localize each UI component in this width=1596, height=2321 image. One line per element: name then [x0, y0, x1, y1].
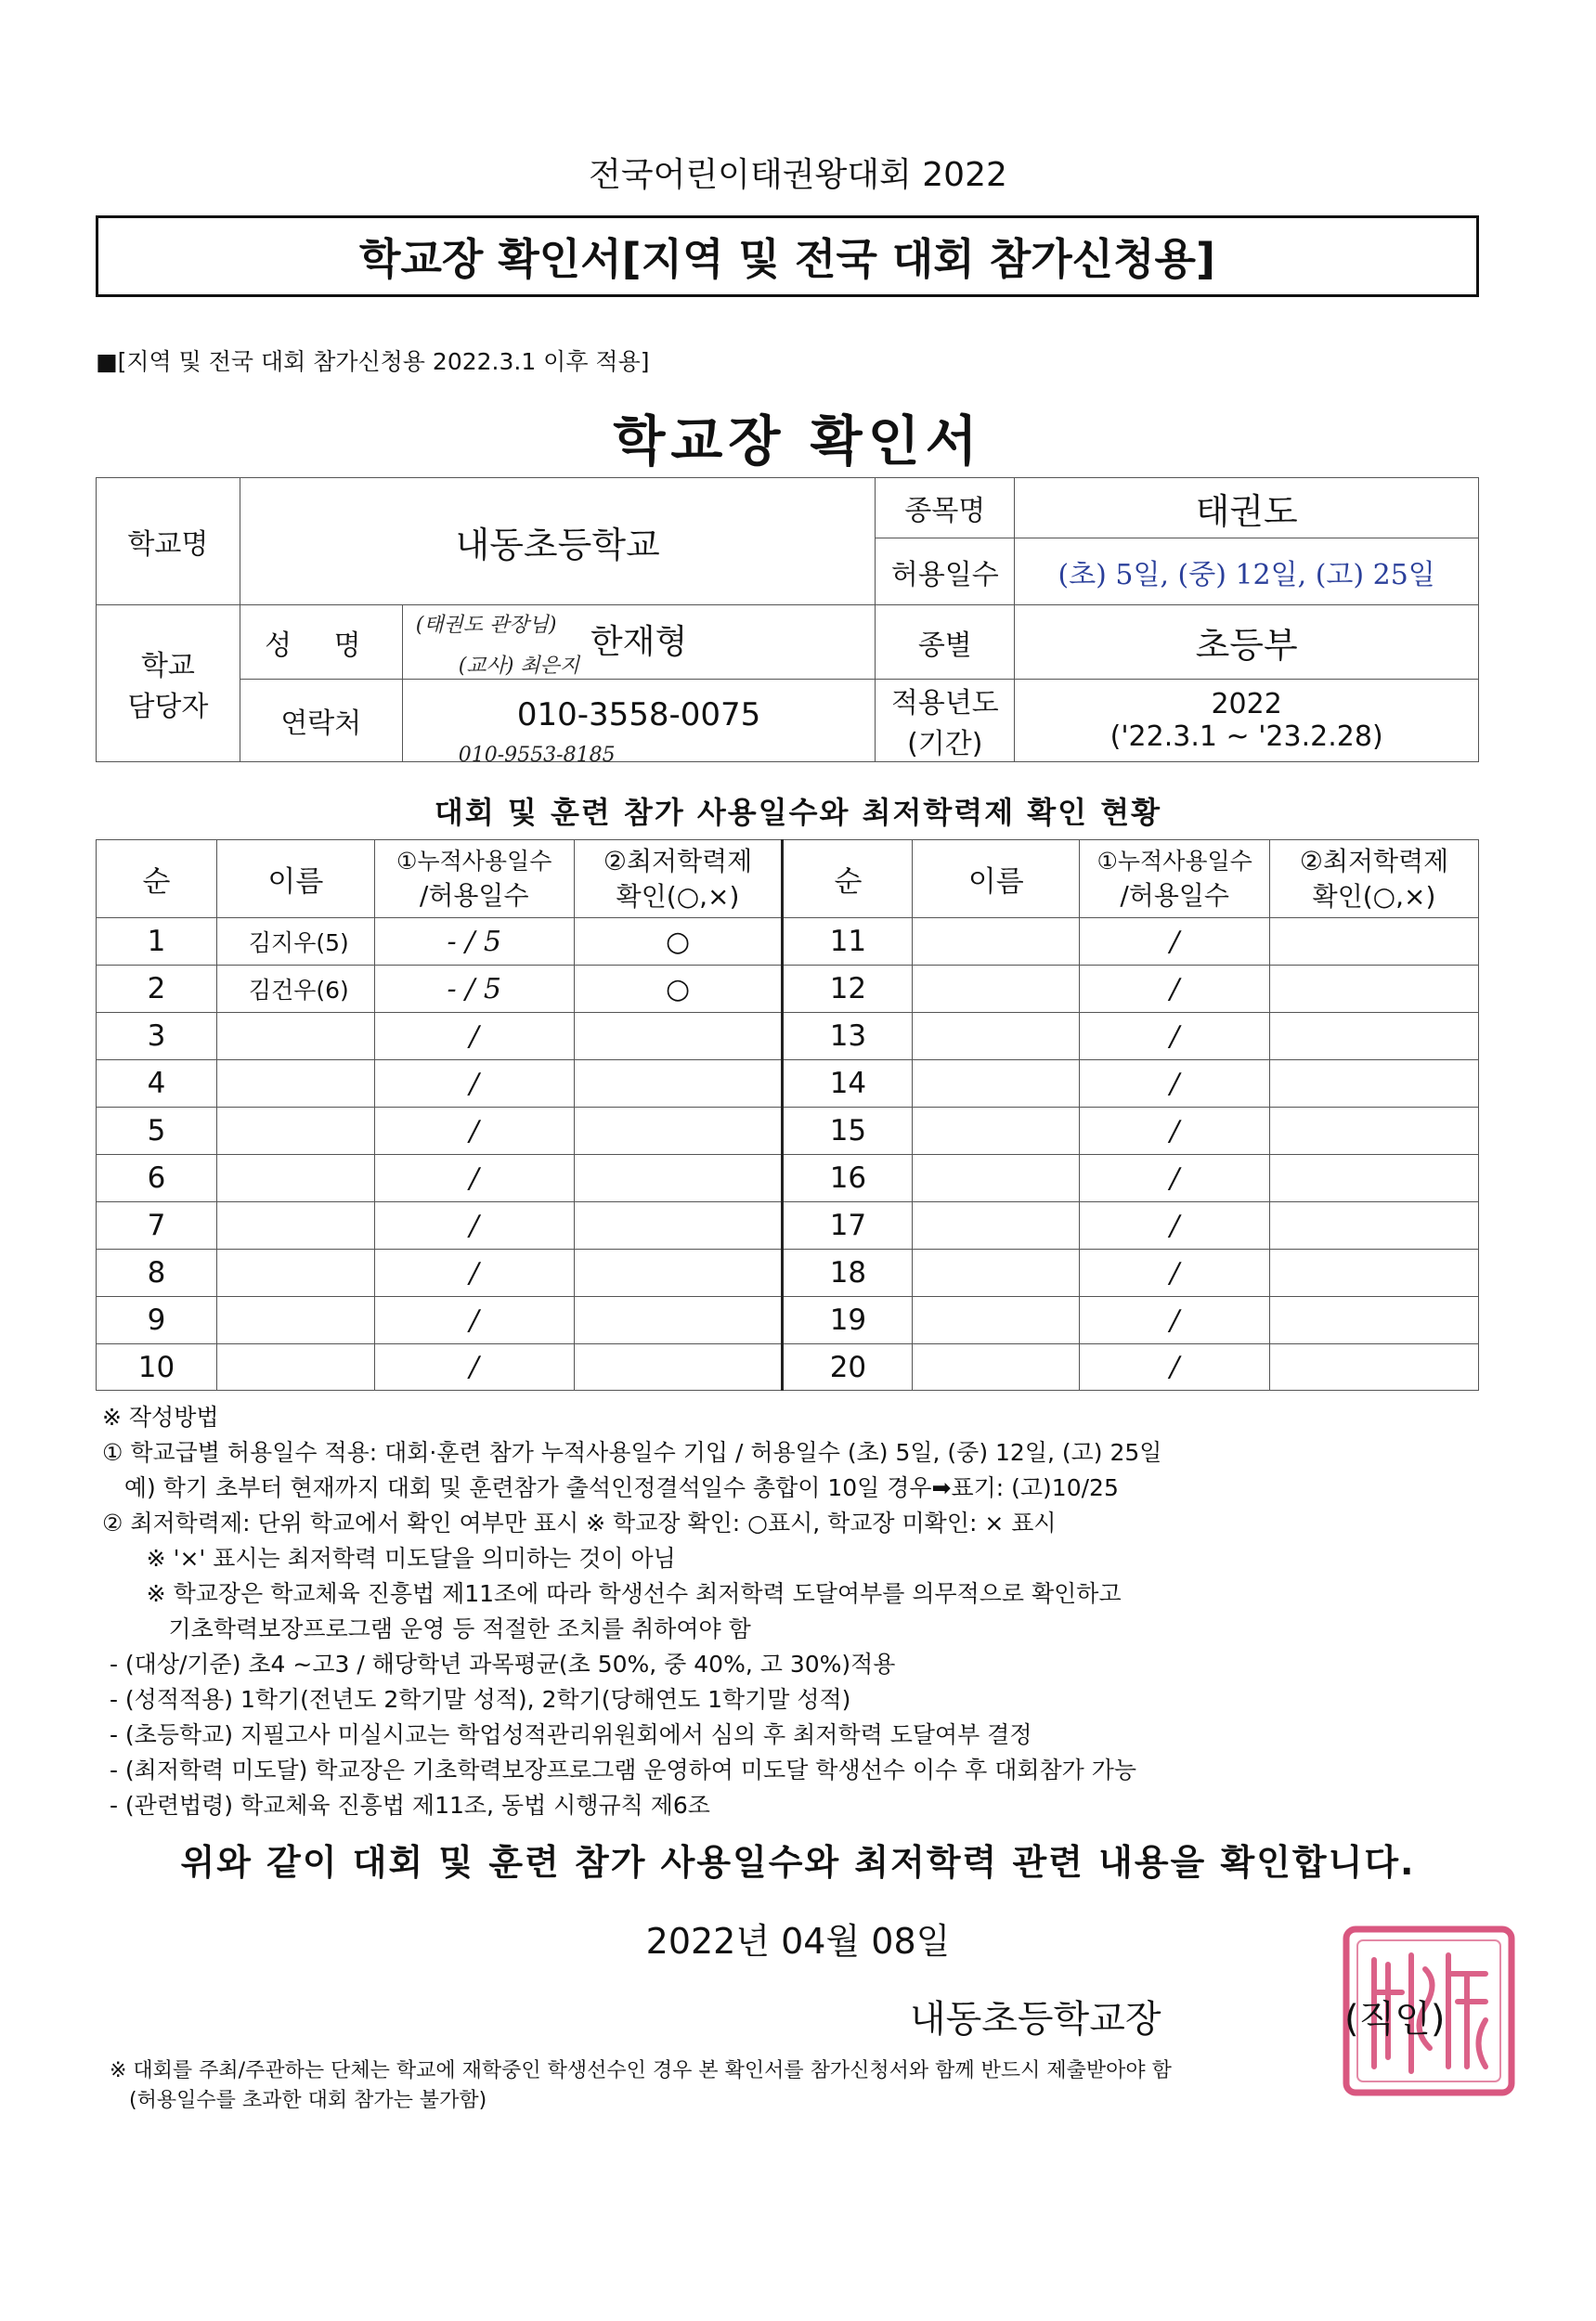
row-name: 김지우(5): [216, 918, 374, 966]
instruction-line: ② 최저학력제: 단위 학교에서 확인 여부만 표시 ※ 학교장 확인: ○표시, 학교장 미확인: × 표시: [102, 1510, 1057, 1537]
school-label: 학교명: [97, 478, 240, 605]
row-check-2: [1270, 1108, 1479, 1155]
row-name: [216, 1202, 374, 1250]
row-check-2: [1270, 1013, 1479, 1060]
issue-date: 2022년 04월 08일: [645, 1921, 951, 1962]
division-value: 초등부: [1015, 605, 1479, 680]
instruction-line: ※ 작성방법: [102, 1404, 219, 1431]
row-no-2: 17: [783, 1202, 913, 1250]
col-no: 순: [97, 840, 217, 918]
boxed-title: 학교장 확인서[지역 및 전국 대회 참가신청용]: [96, 215, 1479, 297]
row-check-2: [1270, 1344, 1479, 1391]
row-days: /: [374, 1155, 574, 1202]
row-days-2: /: [1080, 1344, 1270, 1391]
row-days-2: /: [1080, 918, 1270, 966]
col-min-line1: ②최저학력제: [603, 845, 753, 876]
row-no: 6: [97, 1155, 217, 1202]
instructions: [102, 1400, 1476, 1823]
row-name: [216, 1155, 374, 1202]
row-no: 3: [97, 1013, 217, 1060]
row-name: [216, 1013, 374, 1060]
row-days: /: [374, 1297, 574, 1344]
year-cell: [1015, 680, 1479, 762]
row-days: /: [374, 1250, 574, 1297]
name-label: 성 명: [240, 605, 402, 680]
row-check: [574, 1297, 783, 1344]
row-name-2: [913, 1250, 1080, 1297]
instruction-line: - (초등학교) 지필고사 미실시교는 학업성적관리위원회에서 심의 후 최저학력 도달여부 결정: [102, 1721, 1032, 1748]
row-days: - / 5: [374, 966, 574, 1013]
row-no-2: 13: [783, 1013, 913, 1060]
row-days-2: /: [1080, 1060, 1270, 1108]
row-check: [574, 1013, 783, 1060]
row-name: [216, 1108, 374, 1155]
row-name-2: [913, 918, 1080, 966]
contact-value: 010-3558-0075: [516, 696, 761, 733]
staff-label-line2: 담당자: [127, 691, 209, 723]
row-no: 1: [97, 918, 217, 966]
division-label: 종별: [876, 605, 1015, 680]
col-min-line2: 확인(○,×): [616, 880, 740, 912]
row-days-2: /: [1080, 1108, 1270, 1155]
row-no-2: 14: [783, 1060, 913, 1108]
footer-line: ※ 대회를 주최/주관하는 단체는 학교에 재학중인 학생선수인 경우 본 확인서를 참가신청서와 함께 반드시 제출받아야 함: [110, 2059, 1172, 2082]
row-days-2: /: [1080, 1250, 1270, 1297]
col-min-2-line1: ②최저학력제: [1299, 845, 1449, 876]
col-min: [574, 840, 783, 918]
footer-line: (허용일수를 초과한 대회 참가는 불가함): [110, 2089, 487, 2112]
school-value: 내동초등학교: [240, 478, 876, 605]
sport-value: 태권도: [1015, 478, 1479, 538]
instruction-line: - (성적적용) 1학기(전년도 2학기말 성적), 2학기(당해연도 1학기말 성적): [102, 1686, 851, 1713]
instruction-line: - (최저학력 미도달) 학교장은 기초학력보장프로그램 운영하여 미도달 학생선수 이수 후 대회참가 가능: [102, 1757, 1137, 1783]
row-check-2: [1270, 1250, 1479, 1297]
staff-label: [97, 605, 240, 762]
status-table: [96, 839, 1479, 1391]
row-name-2: [913, 1060, 1080, 1108]
row-name-2: [913, 1202, 1080, 1250]
row-check: [574, 1155, 783, 1202]
instruction-line: - (관련법령) 학교체육 진흥법 제11조, 동법 시행규칙 제6조: [102, 1792, 710, 1819]
row-check-2: [1270, 918, 1479, 966]
instruction-line: 예) 학기 초부터 현재까지 대회 및 훈련참가 출석인정결석일수 총합이 10일 경우➡표기: (고)10/25: [102, 1474, 1119, 1501]
year-value: 2022: [1211, 688, 1282, 720]
col-days-line2: /허용일수: [419, 879, 529, 911]
instruction-line: ① 학교급별 허용일수 적용: 대회·훈련 참가 누적사용일수 기입 / 허용일수 (초) 5일, (중) 12일, (고) 25일: [102, 1439, 1162, 1466]
status-row: [97, 1250, 1479, 1297]
row-check-2: [1270, 1202, 1479, 1250]
row-name-2: [913, 966, 1080, 1013]
row-check: ○: [574, 966, 783, 1013]
row-check: [574, 1202, 783, 1250]
row-days: - / 5: [374, 918, 574, 966]
col-days-2-line1: ①누적사용일수: [1096, 847, 1252, 875]
info-table: [96, 477, 1479, 767]
instruction-line: ※ '×' 표시는 최저학력 미도달을 의미하는 것이 아님: [102, 1545, 676, 1572]
row-name: [216, 1250, 374, 1297]
status-row: [97, 918, 1479, 966]
status-row: [97, 1344, 1479, 1391]
col-min-2: [1270, 840, 1479, 918]
row-no-2: 19: [783, 1297, 913, 1344]
row-check: [574, 1108, 783, 1155]
row-name-2: [913, 1297, 1080, 1344]
row-no: 4: [97, 1060, 217, 1108]
row-name: [216, 1344, 374, 1391]
row-name-2: [913, 1108, 1080, 1155]
row-days: /: [374, 1202, 574, 1250]
year-label-line2: (기간): [907, 728, 983, 760]
status-row: [97, 1155, 1479, 1202]
row-name-2: [913, 1013, 1080, 1060]
footer-note: [110, 2056, 1484, 2116]
row-no-2: 18: [783, 1250, 913, 1297]
status-row: [97, 1297, 1479, 1344]
name-note2: (교사) 최은지: [458, 655, 580, 678]
document-title: 학교장 확인서: [613, 409, 983, 473]
principal-name: 내동초등학교장: [910, 1998, 1161, 2041]
year-label-line1: 적용년도: [890, 687, 999, 720]
apply-note: ■[지역 및 전국 대회 참가신청용 2022.3.1 이후 적용]: [96, 348, 650, 375]
row-check-2: [1270, 1060, 1479, 1108]
name-cell: [402, 605, 876, 680]
col-days-2: [1080, 840, 1270, 918]
row-no-2: 11: [783, 918, 913, 966]
col-days-2-line2: /허용일수: [1120, 879, 1229, 911]
seal-label: (직인): [1344, 1998, 1446, 2041]
allowed-label: 허용일수: [876, 538, 1015, 605]
status-row: [97, 1013, 1479, 1060]
row-no-2: 12: [783, 966, 913, 1013]
allowed-value: (초) 5일, (중) 12일, (고) 25일: [1015, 538, 1479, 605]
row-check-2: [1270, 966, 1479, 1013]
row-days-2: /: [1080, 966, 1270, 1013]
row-no-2: 15: [783, 1108, 913, 1155]
row-days: /: [374, 1060, 574, 1108]
row-days: /: [374, 1013, 574, 1060]
row-name-2: [913, 1155, 1080, 1202]
col-min-2-line2: 확인(○,×): [1312, 880, 1436, 912]
row-days: /: [374, 1344, 574, 1391]
row-days-2: /: [1080, 1297, 1270, 1344]
row-no: 10: [97, 1344, 217, 1391]
status-row: [97, 1060, 1479, 1108]
row-name-2: [913, 1344, 1080, 1391]
row-check: [574, 1250, 783, 1297]
row-no: 8: [97, 1250, 217, 1297]
row-check-2: [1270, 1155, 1479, 1202]
row-days-2: /: [1080, 1155, 1270, 1202]
instruction-line: 기초학력보장프로그램 운영 등 적절한 조치를 취하여야 함: [102, 1615, 751, 1642]
period-value: ('22.3.1 ~ '23.2.28): [1109, 720, 1383, 753]
status-row: [97, 1108, 1479, 1155]
contact-label: 연락처: [240, 680, 402, 762]
contact-cell: [402, 680, 876, 767]
staff-label-line1: 학교: [140, 650, 195, 682]
contact-value2: 010-9553-8185: [458, 744, 616, 767]
year-label: [876, 680, 1015, 762]
status-row: [97, 966, 1479, 1013]
row-check: ○: [574, 918, 783, 966]
row-days: /: [374, 1108, 574, 1155]
row-no: 7: [97, 1202, 217, 1250]
row-check: [574, 1060, 783, 1108]
row-days-2: /: [1080, 1013, 1270, 1060]
name-value: 한재형: [590, 623, 688, 661]
row-name: 김건우(6): [216, 966, 374, 1013]
row-check-2: [1270, 1297, 1479, 1344]
row-no: 9: [97, 1297, 217, 1344]
col-name: 이름: [216, 840, 374, 918]
instruction-line: - (대상/기준) 초4 ~고3 / 해당학년 과목평균(초 50%, 중 40%, 고 30%)적용: [102, 1651, 896, 1678]
col-no-2: 순: [783, 840, 913, 918]
name-note: (태권도 관장님): [415, 614, 557, 637]
instruction-line: ※ 학교장은 학교체육 진흥법 제11조에 따라 학생선수 최저학력 도달여부를 의무적으로 확인하고: [102, 1580, 1122, 1607]
row-days-2: /: [1080, 1202, 1270, 1250]
sport-label: 종목명: [876, 478, 1015, 538]
confirm-statement: 위와 같이 대회 및 훈련 참가 사용일수와 최저학력 관련 내용을 확인합니다.: [180, 1842, 1416, 1883]
row-no-2: 16: [783, 1155, 913, 1202]
col-name-2: 이름: [913, 840, 1080, 918]
event-line: 전국어린이태권왕대회 2022: [589, 156, 1007, 194]
col-days-line1: ①누적사용일수: [396, 847, 552, 875]
row-no-2: 20: [783, 1344, 913, 1391]
row-check: [574, 1344, 783, 1391]
row-no: 2: [97, 966, 217, 1013]
col-days: [374, 840, 574, 918]
row-name: [216, 1297, 374, 1344]
row-name: [216, 1060, 374, 1108]
row-no: 5: [97, 1108, 217, 1155]
status-row: [97, 1202, 1479, 1250]
section-title: 대회 및 훈련 참가 사용일수와 최저학력제 확인 현황: [434, 795, 1162, 830]
